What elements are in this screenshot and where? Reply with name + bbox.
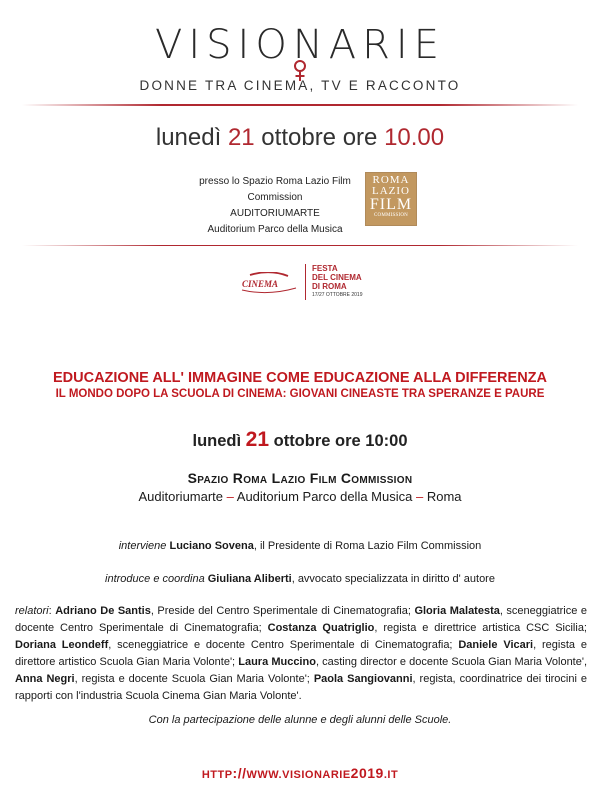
url-part: 2019	[350, 765, 384, 781]
event-date-middle: ottobre ore	[269, 432, 366, 450]
festa-line: DI ROMA	[312, 282, 347, 291]
divider-middle	[22, 245, 578, 246]
speaker-name: Doriana Leondeff	[15, 639, 109, 651]
date-prefix: lunedì	[155, 124, 228, 151]
festa-line: DEL CINEMA	[312, 273, 362, 282]
speaker-role: , casting director e docente Scuola Gian Maria Volonte',	[315, 656, 588, 668]
rlfc-logo-text: LAZIO	[372, 185, 410, 197]
date-time: 10.00	[384, 124, 445, 151]
venue-dash: –	[223, 489, 237, 504]
intervene-role: , il Presidente di Roma Lazio Film Commission	[253, 540, 482, 552]
date-middle: ottobre ore	[254, 124, 385, 151]
festa-line: FESTA	[312, 264, 338, 273]
introduce-name: Giuliana Aliberti	[207, 573, 292, 585]
speaker-name: Adriano De Santis	[55, 605, 151, 617]
introduce-label: introduce e coordina	[105, 573, 208, 585]
speaker-name: Paola Sangiovanni	[313, 673, 413, 685]
speaker-name: Costanza Quatriglio	[267, 622, 375, 634]
logo-subtitle: DONNE TRA CINEMA, TV E RACCONTO	[139, 78, 461, 93]
rlfc-logo-text: COMMISSION	[374, 213, 408, 218]
intervene-line	[0, 540, 600, 552]
url-part: ://	[232, 765, 247, 781]
url-part: .VISIONARIE	[278, 769, 351, 781]
visionarie-logo: VISIONARIE	[155, 22, 445, 68]
intervene-label: interviene	[118, 540, 170, 552]
participation-note: Con la partecipazione delle alunne e degli alunni delle Scuole.	[148, 714, 452, 726]
festa-del-cinema-logo	[312, 264, 363, 299]
venue-part: Roma	[426, 489, 462, 504]
venue-line: Auditorium Parco della Musica	[207, 224, 343, 235]
roma-lazio-film-commission-logo	[365, 172, 417, 226]
speaker-role: , Preside del Centro Sperimentale di Cinematografia;	[150, 605, 415, 617]
speaker-role: , regista e direttrice artistica CSC Sicilia;	[374, 622, 587, 634]
festa-dates: 17/27 OTTOBRE 2019	[312, 292, 363, 298]
speaker-role: , regista, coordinatrice dei tirocini e rapporti con l'industria Scuola Cinema Gian Maria Volonte'.	[15, 673, 588, 702]
venue-line: AUDITORIUMARTE	[230, 208, 320, 219]
rlfc-logo-text: ROMA	[372, 174, 410, 186]
cinema-logo	[238, 272, 302, 294]
event-date-day: 21	[245, 428, 270, 451]
speaker-name: Anna Negri	[15, 673, 75, 685]
speaker-name: Daniele Vicari	[458, 639, 534, 651]
venue-part: Auditorium Parco della Musica	[236, 489, 413, 504]
intervene-name: Luciano Sovena	[169, 540, 254, 552]
website-link[interactable]	[0, 765, 600, 781]
speaker-name: Gloria Malatesta	[414, 605, 500, 617]
cinema-logo-text: CINEMA	[242, 279, 279, 289]
event-venue-name: Spazio Roma Lazio Film Commission	[187, 470, 413, 486]
introduce-line	[0, 573, 600, 585]
event-date-prefix: lunedì	[192, 432, 246, 450]
venue-line: presso lo Spazio Roma Lazio Film Commission	[199, 176, 351, 203]
event-title: EDUCAZIONE ALL' IMMAGINE COME EDUCAZIONE ALLA DIFFERENZA	[52, 370, 547, 386]
header-date	[0, 124, 600, 152]
url-part: .IT	[383, 769, 399, 781]
date-day: 21	[227, 124, 255, 151]
divider-top	[22, 104, 578, 106]
event-date-time: 10:00	[365, 432, 408, 450]
venue-dash: –	[412, 489, 427, 504]
event-venue-address	[0, 489, 600, 504]
rlfc-logo-text: FILM	[369, 196, 413, 213]
relatori-paragraph: relatori: Adriano De Santis, Preside del Centro Sperimentale di Cinematografia; Gloria Malatesta, sceneggiatrice e docente Centro Sperimentale di Cinematografia; Costanza Quatriglio, regista e direttrice artistica CSC Sicilia; Doriana Leondeff, sceneggiatrice e docente Centro Sperimentale di Cinematografia; Daniele Vicari, regista e direttore artistico Scuola Gian Maria Volonte'; Laura Muccino, casting director e docente Scuola Gian Maria Volonte', Anna Negri, regista e docente Scuola Gian Maria Volonte'; Paola Sangiovanni, regista, coordinatrice dei tirocini e rapporti con l'industria Scuola Cinema Gian Maria Volonte'.	[15, 605, 588, 702]
url-part: HTTP	[201, 769, 233, 781]
speaker-role: , regista e direttore artistico Scuola Gian Maria Volonte';	[15, 639, 587, 668]
venue-part: Auditoriumarte	[138, 489, 224, 504]
event-date	[0, 428, 600, 452]
speaker-role: , sceneggiatrice e docente Centro Sperimentale di Cinematografia;	[108, 639, 459, 651]
speaker-name: Laura Muccino	[238, 656, 316, 668]
festa-separator	[305, 264, 306, 300]
url-part: WWW	[246, 769, 279, 781]
event-subtitle: IL MONDO DOPO LA SCUOLA DI CINEMA: GIOVANI CINEASTE TRA SPERANZE E PAURE	[55, 388, 545, 400]
venue-block	[190, 174, 360, 238]
speaker-role: , sceneggiatrice e docente Centro Sperimentale di Cinematografia;	[15, 605, 587, 634]
relatori-label: relatori	[15, 605, 49, 617]
speaker-role: , regista e docente Scuola Gian Maria Volonte';	[74, 673, 314, 685]
introduce-role: , avvocato specializzata in diritto d' autore	[291, 573, 495, 585]
